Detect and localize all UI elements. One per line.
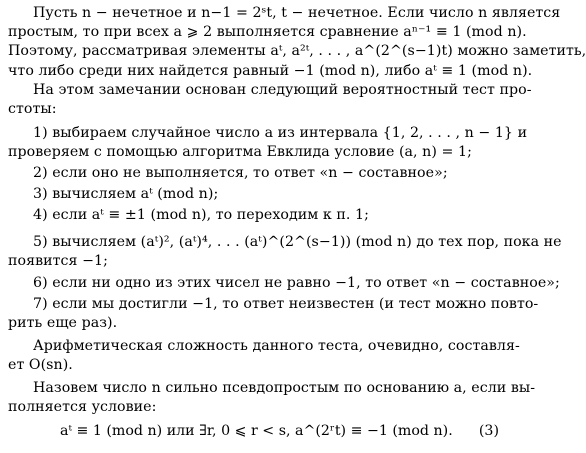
text-line-7: 1) выбираем случайное число a из интервала {1, 2, . . . , n − 1} и <box>33 125 528 141</box>
text-line-12: 5) вычисляем (aᵗ)², (aᵗ)⁴, . . . (aᵗ)^(2^(s−1)) (mod n) до тех пор, пока не <box>33 234 562 250</box>
text-line-1: Пусть n − нечетное и n−1 = 2ˢt, t − нечетное. Если число n является <box>33 5 561 21</box>
text-line-10: 3) вычисляем aᵗ (mod n); <box>33 186 219 202</box>
text-line-11: 4) если aᵗ ≡ ±1 (mod n), то переходим к п. 1; <box>33 207 369 223</box>
text-line-15: 7) если мы достигли −1, то ответ неизвестен (и тест можно повто- <box>33 296 539 312</box>
text-line-13: появится −1; <box>8 253 108 269</box>
text-line-4: что либо среди них найдется равный −1 (mod n), либо aᵗ ≡ 1 (mod n). <box>8 63 533 79</box>
text-line-14: 6) если ни одно из этих чисел не равно −1, то ответ «n − составное»; <box>33 275 560 291</box>
text-line-17: Арифметическая сложность данного теста, очевидно, составля- <box>33 338 520 354</box>
text-line-6: стоты: <box>8 101 57 117</box>
text-line-18: ет O(sn). <box>8 357 73 373</box>
text-line-2: простым, то при всех a ⩾ 2 выполняется сравнение aⁿ⁻¹ ≡ 1 (mod n). <box>8 24 527 40</box>
text-line-3: Поэтому, рассматривая элементы aᵗ, a²ᵗ, . . . , a^(2^(s−1)t) можно заметить, <box>8 43 586 59</box>
text-line-19: Назовем число n сильно псевдопростым по основанию a, если вы- <box>33 380 536 396</box>
text-line-20: полняется условие: <box>8 399 157 415</box>
text-line-9: 2) если оно не выполняется, то ответ «n − составное»; <box>33 165 448 181</box>
text-line-5: На этом замечании основан следующий вероятностный тест про- <box>33 82 532 98</box>
equation-number: (3) <box>478 423 499 439</box>
text-line-8: проверяем с помощью алгоритма Евклида условие (a, n) = 1; <box>8 144 472 160</box>
text-line-16: рить еще раз). <box>8 315 118 331</box>
formula-3: aᵗ ≡ 1 (mod n) или ∃r, 0 ⩽ r < s, a^(2ʳt) ≡ −1 (mod n). <box>60 423 453 439</box>
